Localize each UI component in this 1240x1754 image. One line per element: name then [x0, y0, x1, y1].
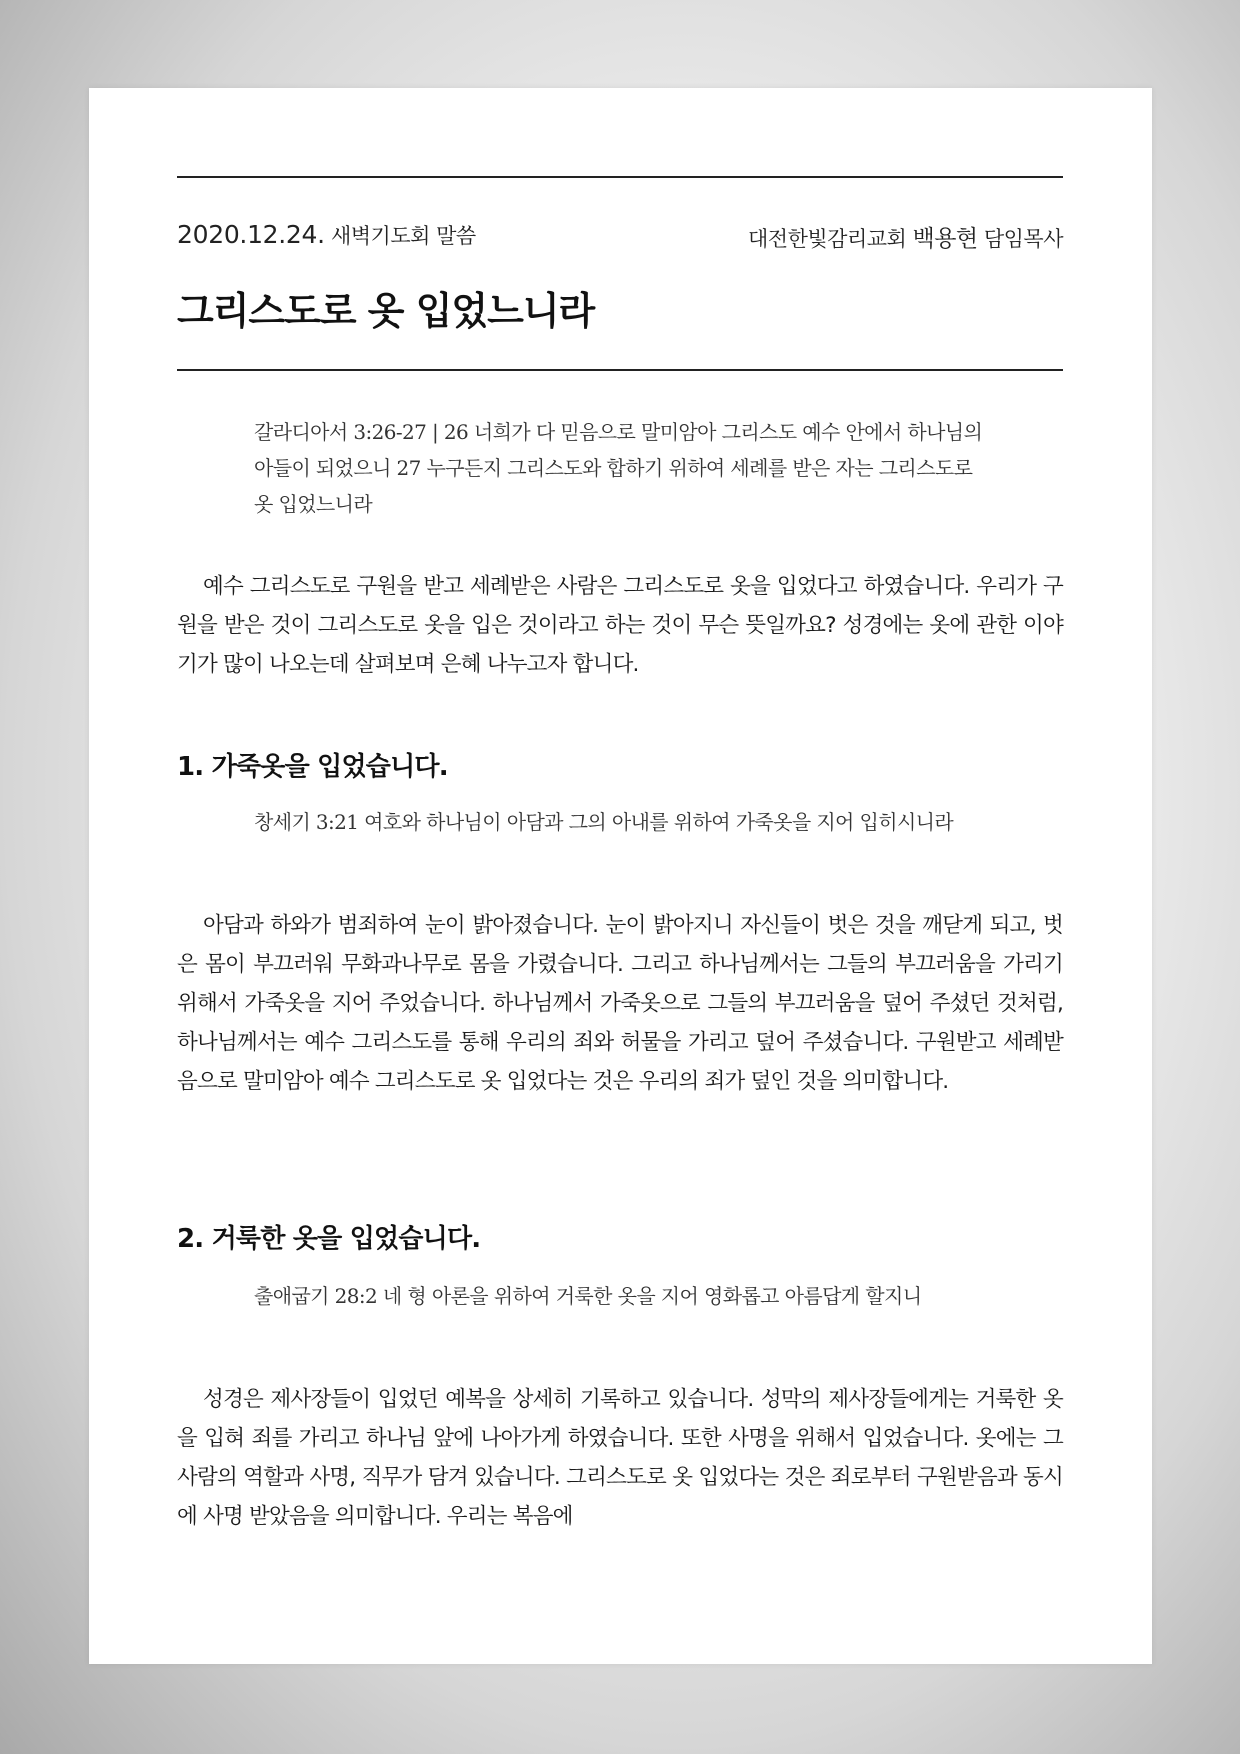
header-top-rule	[177, 176, 1063, 178]
pastor-title: 담임목사	[983, 227, 1063, 251]
header-bottom-rule	[177, 369, 1063, 371]
intro-scripture: 갈라디아서 3:26-27 | 26 너희가 다 믿음으로 말미암아 그리스도 예수 안에서 하나님의 아들이 되었으니 27 누구든지 그리스도와 합하기 위하여 세례를 받은 자는 그리스도로 옷 입었느니라	[254, 420, 983, 516]
sermon-title: 그리스도로 옷 입었느니라	[177, 289, 595, 333]
church-name: 대전한빛감리교회	[748, 227, 907, 251]
intro-paragraph: 예수 그리스도로 구원을 받고 세례받은 사람은 그리스도로 옷을 입었다고 하였습니다. 우리가 구원을 받은 것이 그리스도로 옷을 입은 것이라고 하는 것이 무슨 뜻일까요? 성경에는 옷에 관한 이야기가 많이 나오는데 살펴보며 은혜 나누고자 합니다.	[177, 574, 1063, 677]
section-1-heading: 1. 가죽옷을 입었습니다.	[177, 752, 448, 782]
section-2-scripture: 출애굽기 28:2 네 형 아론을 위하여 거룩한 옷을 지어 영화롭고 아름답게 할지니	[254, 1284, 922, 1308]
document-page	[89, 88, 1152, 1664]
service-name: 새벽기도회 말씀	[330, 224, 476, 248]
section-2-heading: 2. 거룩한 옷을 입었습니다.	[177, 1224, 481, 1254]
section-1-paragraph: 아담과 하와가 범죄하여 눈이 밝아졌습니다. 눈이 밝아지니 자신들이 벗은 것을 깨닫게 되고, 벗은 몸이 부끄러워 무화과나무로 몸을 가렸습니다. 그리고 하나님께서는 그들의 부끄러움을 가리기 위해서 가죽옷을 지어 주었습니다. 하나님께서 가죽옷으로 그들의 부끄러움을 덮어 주셨던 것처럼, 하나님께서는 예수 그리스도를 통해 우리의 죄와 허물을 가리고 덮어 주셨습니다. 구원받고 세례받음으로 말미암아 예수 그리스도로 옷 입었다는 것은 우리의 죄가 덮인 것을 의미합니다.	[177, 913, 1063, 1094]
section-2-paragraph: 성경은 제사장들이 입었던 예복을 상세히 기록하고 있습니다. 성막의 제사장들에게는 거룩한 옷을 입혀 죄를 가리고 하나님 앞에 나아가게 하였습니다. 또한 사명을 위해서 입었습니다. 옷에는 그 사람의 역할과 사명, 직무가 담겨 있습니다. 그리스도로 옷 입었다는 것은 죄로부터 구원받음과 동시에 사명 받았음을 의미합니다. 우리는 복음에	[177, 1387, 1063, 1529]
sermon-date: 2020.12.24.	[177, 220, 325, 249]
section-1-scripture: 창세기 3:21 여호와 하나님이 아담과 그의 아내를 위하여 가죽옷을 지어 입히시니라	[254, 810, 954, 834]
pastor-name: 백용현	[912, 226, 978, 252]
preacher-line	[748, 220, 1063, 253]
sermon-date-line	[177, 220, 476, 250]
